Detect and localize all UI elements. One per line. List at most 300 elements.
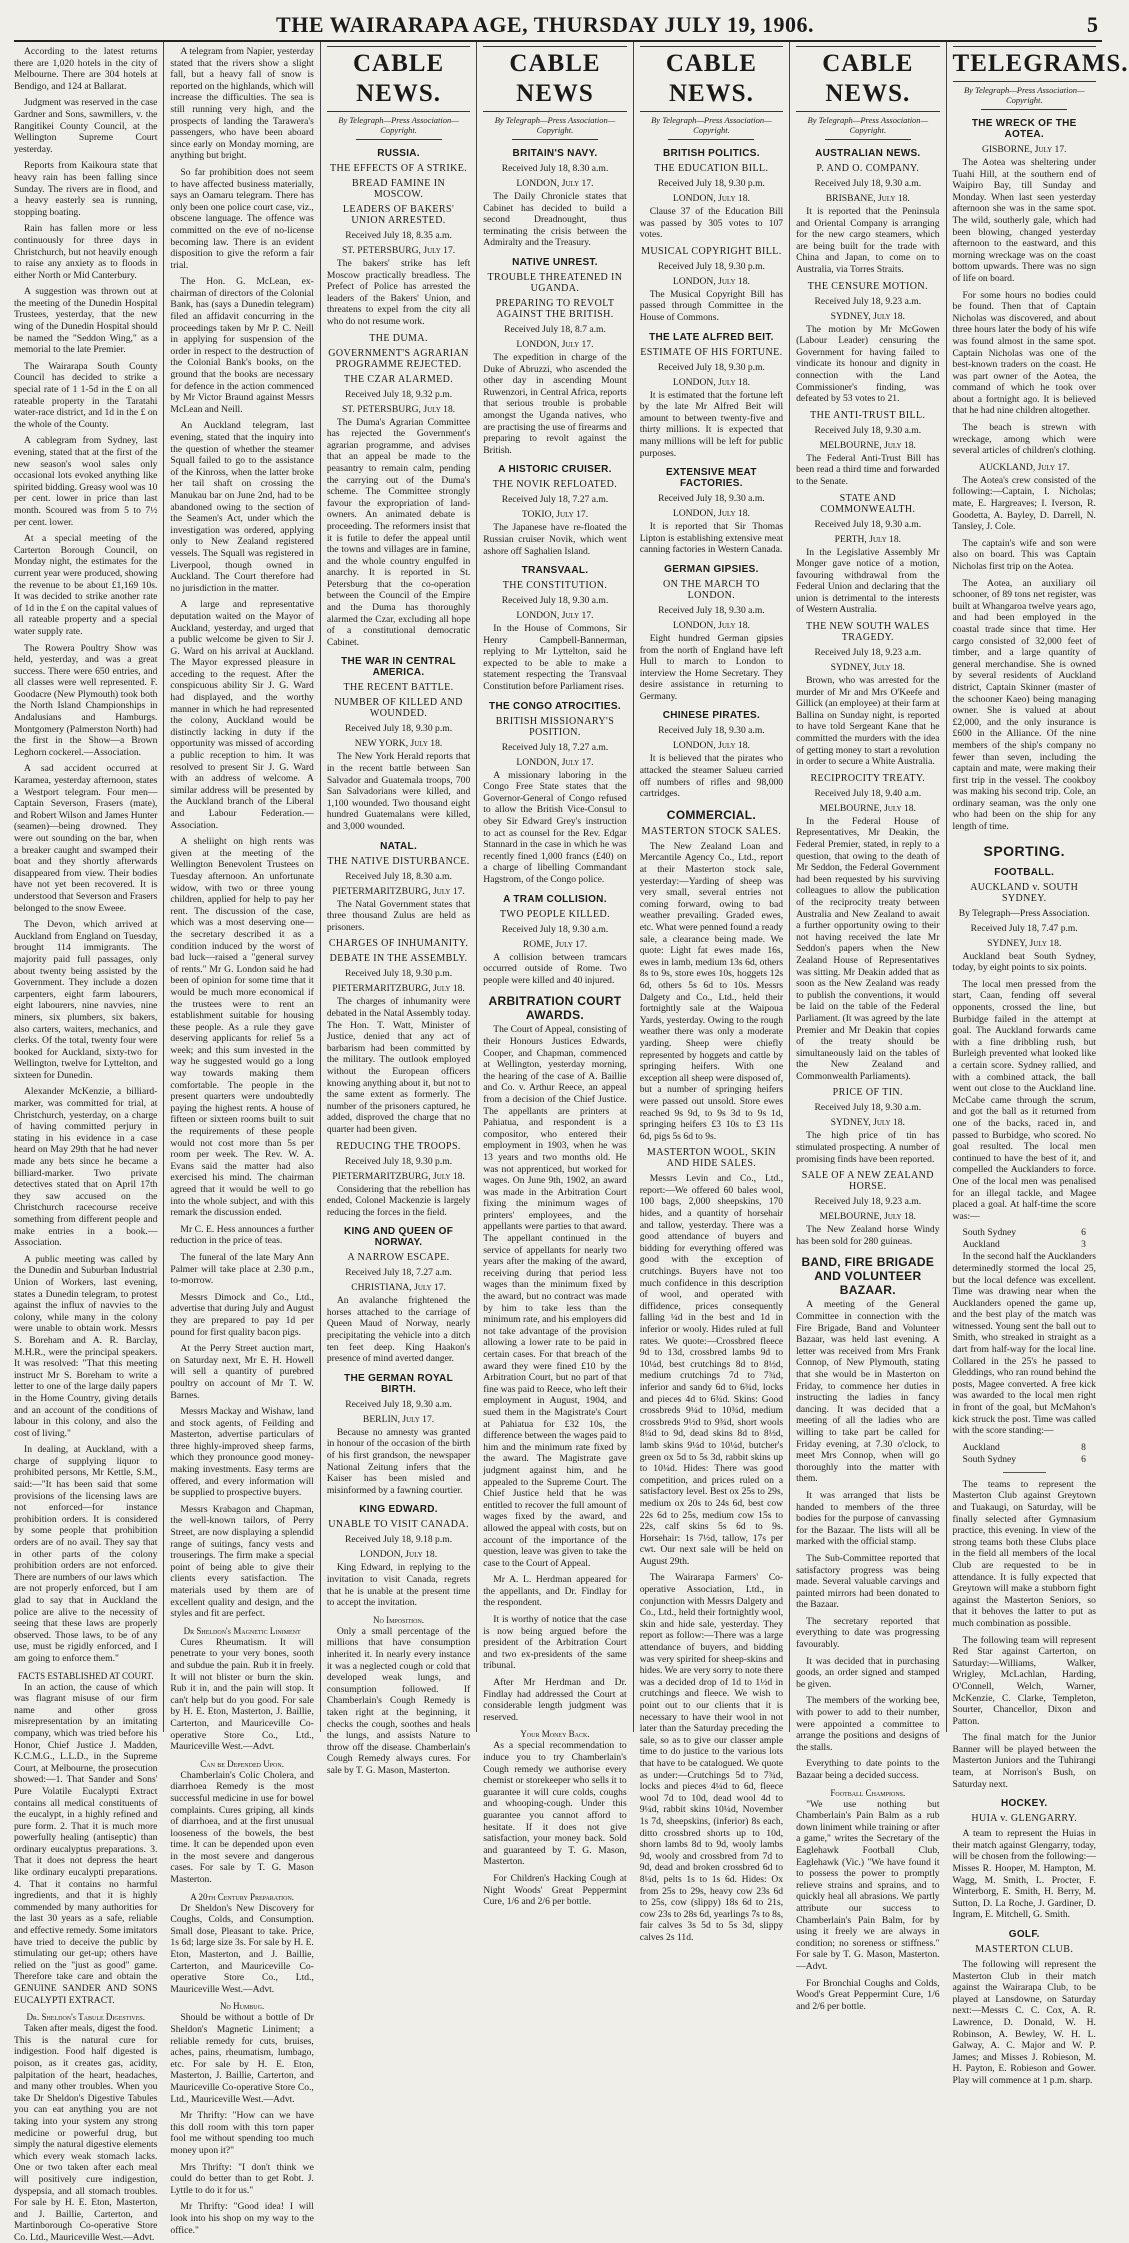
- article-text: In the second half the Aucklanders determinedly stormed the local 25, but the local defence was excellent. Time was drawing near when the Aucklanders opened the game up, and the best play of the match was witnessed. Young sent the ball out to Smith, who streaked in straight as a dart from half-way for the local line. Collared in the 25's he passed to Gleddings, who ran round behind the posts, Magee converted. A free kick was awarded to the local men right in front of the goal, but McMahon's kick struck the post. Time was called with the score standing:—: [952, 1251, 1096, 1437]
- sub-heading: THE DUMA.: [369, 332, 428, 344]
- dateline: MELBOURNE, July 18.: [819, 1211, 916, 1223]
- article-norway: [327, 1226, 470, 1365]
- sub-heading: THE ANTI-TRUST BILL.: [810, 409, 926, 421]
- article-text: After Mr Herdman and Dr. Findlay had addressed the Court at considerable length judgment was reserved.: [483, 1677, 627, 1723]
- news-paragraph: An Auckland telegram, last evening, stated that the inquiry into the question of whether the steamer Squall failed to go to the assistance of the Kinross, when the latter broke her tail shaft on crossing the Manukau bar on June 2nd, had to be abandoned owing to the section of the Seamen's Act, under which the investigation was ordered, applying only to New Zealand registered vessels. The Squall was registered in Liverpool, though owned in Auckland. The Court therefore had no jurisdiction in the matter.: [170, 420, 314, 594]
- received-line: Received July 18, 9.30 a.m.: [814, 178, 922, 189]
- column-header: [796, 46, 939, 140]
- sub-heading: ESTIMATE OF HIS FORTUNE.: [640, 346, 783, 358]
- received-line: Received July 18, 8.30 a.m.: [345, 870, 452, 882]
- article-text: Auckland beat South Sydney, today, by eight points to six points.: [952, 950, 1096, 974]
- news-paragraph: According to the latest returns there are 1,020 hotels in the city of Melbourne. There are 304 hotels at Bendigo, and 124 at Ballarat.: [14, 46, 158, 92]
- received-line: Received July 18, 7.47 p.m.: [970, 922, 1078, 934]
- received-line: Received July 18, 9.30 a.m.: [658, 493, 765, 505]
- news-paragraph: The Devon, which arrived at Auckland from England on Tuesday, brought 114 immigrants. The majority paid full passages, only about twenty being assisted by the Government. They include a dozen carpenters, eight farm labourers, eight labourers, nine navvies, nine miners, six plumbers, six bakers, also carters, waiters, mechanics, and clerks. Of the total, twenty four were booked for Auckland, sixty-two for Wellington, twelve for Lyttelton, and sixteen for Dunedin.: [14, 919, 158, 1081]
- sub-heading: THE NATIVE DISTURBANCE.: [327, 855, 470, 867]
- column-7: [946, 42, 1129, 2086]
- dateline: LONDON, July 18.: [672, 376, 750, 388]
- sub-heading: NUMBER OF KILLED AND WOUNDED.: [334, 697, 463, 720]
- news-paragraph: A sad accident occurred at Karamea, yesterday afternoon, states a Westport telegram. Four men—Captain Severson, Frasers (mate), and Robert Wilson and James Hunter (seamen)—being drowned. They were out sounding on the bar, when a breaker caught and swamped their boat and they shortly afterwards disappeared from view. Their bodies have not yet been recovered. It is understood that Severson and Frasers belonged to the snow Eweee.: [14, 763, 158, 914]
- byline: By Telegraph—Press Association—Copyright.: [807, 115, 929, 135]
- article-text: The charges of inhumanity were debated in the Natal Assembly today. The Hon. T. Watt, Minister of Justice, denied that any act of barbarism had been committed by the military. The outlook employed without the European officers knowing anything about it, but not to the same extent as formerly. The number of the prisoners captured, he added, disproved the charge that no quarter had been given.: [326, 996, 471, 1135]
- received-line: Received July 18, 9.30 p.m.: [657, 361, 765, 373]
- ad-text: Mr Thrifty: "Good idea! I will look into his shop on my way to the office.": [170, 2201, 314, 2236]
- article-text: A team to represent the Huias in their match against Glengarry, today, will be chosen from the following:—Misses R. Hooper, M. Hampton, M. Wagg, M. Smith, L. Procter, F. Winterborg, E. Smith, H. Berry, M. Sutton, D. La Roche, J. Gardiner, D. Ingram, E. Mitchell, G. Smith.: [952, 1828, 1096, 1921]
- article-text: The secretary reported that everything to date was progressing favourably.: [796, 1615, 940, 1651]
- article-heading: KING AND QUEEN OF NORWAY.: [343, 1226, 454, 1249]
- news-paragraph: Alexander McKenzie, a billiard-marker, was committed for trial, at Christchurch, yesterday, on a charge of having committed perjury in stating in his evidence in a case heard on May 29th that he had never made any bets since he became a billiard-marker. Two private detectives stated that on April 17th they saw accused on the Christchurch racecourse receive something from different people and make entries in a book.—Association.: [14, 1086, 158, 1249]
- sub-heading: RECIPROCITY TREATY.: [810, 772, 926, 784]
- article-text: The high price of tin has stimulated prospecting. A number of promising finds have been reported.: [796, 1130, 940, 1165]
- received-line: Received July 18, 9.30 a.m.: [814, 424, 922, 436]
- news-paragraph: Judgment was reserved in the case Gardner and Sons, sawmillers, v. the Rangitikei County Council, at the Wellington Supreme Court yesterday.: [14, 97, 158, 155]
- news-paragraph: A telegram from Napier, yesterday stated that the rivers show a slight fall, but a heavy fall of snow is reported on the highlands, which will increase the difficulties. The sea is still running very high, and the prospects of landing the Tarawera's passengers, who have been aboard since early on Monday morning, are anything but bright.: [170, 46, 314, 162]
- article-text: The captain's wife and son were also on board. This was Captain Nicholas first trip on the Aotea.: [952, 537, 1096, 572]
- article-text: An avalanche frightened the horses attached to the carriage of Queen Maud of Norway, nearly precipitating the vehicle into a ditch ten feet deep. King Haakon's presence of mind averted danger.: [326, 1295, 471, 1365]
- news-paragraph: Messrs Dimock and Co., Ltd., advertise that during July and August they are prepared to pay 1d per pound for first quality bacon pigs.: [170, 1291, 314, 1338]
- article-text: In the Legislative Assembly Mr Monger gave notice of a motion, favouring withdrawal from the Federal Union and declaring that the union is detrimental to the interests of Western Australia.: [796, 546, 940, 616]
- column-1: [14, 42, 163, 2243]
- article-heading: A TRAM COLLISION.: [503, 893, 607, 905]
- news-paragraph: Messrs Mackay and Wishaw, land and stock agents, of Feilding and Masterton, advertise particulars of three highly-improved sheep farms, which they pronounce good money-making investments. Easy terms are offered, and every information will be supplied to prospective buyers.: [170, 1406, 314, 1499]
- article-german-birth: [327, 1373, 470, 1497]
- ad-title: A 20th Century Preparation.: [190, 1891, 295, 1902]
- article-british-politics: [640, 148, 783, 324]
- article-heading: BAND, FIRE BRIGADE AND VOLUNTEER BAZAAR.: [801, 1255, 935, 1298]
- dateline: LONDON, July 18.: [360, 1549, 438, 1561]
- article-text: The Natal Government states that three thousand Zulus are held as prisoners.: [326, 898, 471, 933]
- article-text: The New York Herald reports that in the recent battle between San Salvador and Guatemala troops, 700 San Salvadorians were killed, and 1,100 wounded. Two thousand eight hundred Guatemalans were killed, and 3,000 wounded.: [326, 751, 471, 832]
- received-line: Received July 18, 9.30 p.m.: [344, 1155, 453, 1167]
- ad-text: As a special recommendation to induce you to try Chamberlain's Cough remedy we authorise every chemist or storekeeper who sells it to guarantee it will cure colds, coughs and whooping-cough. Under this guarantee you cannot afford to hesitate. If it does not give satisfaction, your money back. Sold and guaranteed by T. G. Mason, Masterton.: [483, 1740, 627, 1868]
- article-text: It is estimated that the fortune left by the late Mr Alfred Beit will amount to between twenty-five and thirty millions. It is expected that many millions will be left for public purposes.: [639, 389, 784, 459]
- article-bazaar: [796, 1255, 939, 1781]
- article-heading: AUSTRALIAN NEWS.: [815, 148, 921, 159]
- sub-heading: THE NEW SOUTH WALES TRAGEDY.: [806, 621, 930, 644]
- dateline: SYDNEY, July 18.: [830, 1117, 905, 1129]
- news-paragraph: At a special meeting of the Carterton Borough Council, on Monday night, the estimates for the current year were produced, showing the revenue to be about £1,169 10s. It was decided to strike another rate of 1d in the £ on the capital values of all rateable property and a special water supply rate.: [14, 533, 158, 637]
- masthead: [14, 6, 1102, 42]
- received-line: Received July 18, 9.30 p.m.: [344, 723, 453, 735]
- article-text: The Duma's Agrarian Committee has rejected the Government's agrarian programme, and advises that an appeal be made to the peasantry to remain calm, pending the carrying out of the Duma's scheme. The Committee strongly favour the expropriation of land-owners. An animated debate is proceeding. The reformers insist that it is futile to defer the appeal until the towns and villages are in famine, and the whole country engulfed in anarchy. It is reported in St. Petersburg that the co-operation between the Council of the Empire and the Duma has thoroughly alarmed the Czar, excluding all hope of a constitutional democratic Cabinet.: [326, 416, 471, 648]
- received-line: Received July 18, 9.30 a.m.: [658, 725, 765, 737]
- column-header: [640, 46, 783, 140]
- received-line: Received July 18, 7.27 a.m.: [501, 741, 609, 753]
- received-line: Received July 18, 9.32 p.m.: [344, 388, 453, 400]
- column-header: [327, 46, 470, 140]
- article-text: Brown, who was arrested for the murder of Mr and Mrs O'Keefe and Gillick (an employee) at their farm at Ballina on Sunday night, is reported to have told Sergeant Kane that he committed the murders with the idea of getting money to start a revolution in order to secure a White Australia.: [796, 675, 940, 768]
- dateline: PERTH, July 18.: [834, 533, 902, 545]
- article-heading: THE GERMAN ROYAL BIRTH.: [344, 1372, 453, 1395]
- column-header: [483, 46, 626, 140]
- article-heading: THE LATE ALFRED BEIT.: [649, 331, 774, 343]
- article-king-edward: [327, 1504, 470, 1608]
- article-text: The Wairarapa Farmers' Co-operative Association, Ltd., in conjunction with Messrs Dalgety and Co., Ltd., held their fortnightly wool, skin and hide sale, yesterday. They report as follow:—There was a large attendance of buyers, and bidding was very spirited for sheep-skins and hides. We are very sorry to note there was a decided drop of 1d to 1½d in crutchings and fleece. We wish to point out to our clients that it is necessary to have their wool in not later than the Saturday preceding the sale, so as to give our classer ample time to do justice to the various lots that have to be catalogued. We quote as under:—Crutchings 5d to 7¾d, locks and pieces 4¼d to 6d, fleece wool 7d to 10d, dead wool 4d to 9¼d, rabbit skins 10¼d, November 1s 7d, sheepskins, (inferior) 8s each, ditto crossbred shorts up to 10d, shorn lambs 8d to 9d, wooly lambs 9d, wooly and crossbred from 7d to 9d, dead and broken crossbred 6d to 8¼d, pelts 1s to 1s 6d. Hides: Ox from 25s to 29s, heavy cow 23s 6d to 25s, cow (slippy) 18s 6d to 21s, cow 23s to 28s 6d, yearlings 7s to 8s, fair calves 3s 5d to 5s 3d, slippy calves 2s 11d.: [639, 1572, 784, 1943]
- advertisements: [170, 1626, 313, 2236]
- ad-text: Taken after meals, digest the food. This is the natural cure for indigestion. Food half digested is poison, as it creates gas, acidity, palpitation of the heart, headaches, and many other troubles. When you take Dr Sheldon's Digestive Tabules you can eat anything you are not taking into your system any strong medicine or powerful drug, but simply the natural digestive elements which every weak stomach lacks. One or two taken after each meal will positively cure indigestion, dyspepsia, and all stomach troubles. For sale by H. E. Eton, Masterton, and J. Baillie, Carterton, and Martinborough Co-operative Store Co. Ltd., Mauriceville West.—Advt.: [14, 2023, 158, 2243]
- article-text: Because no amnesty was granted in honour of the occasion of the birth of his first grandson, the newspaper National Zeitung infers that the Kaiser has been misled and misinformed by a fawning courtier.: [326, 1426, 471, 1496]
- article-tram: [483, 894, 626, 987]
- received-line: Received July 18, 9.40 a.m.: [814, 787, 922, 799]
- received-line: Received July 18, 9.30 a.m.: [658, 604, 765, 616]
- ad-text: Chamberlain's Colic Cholera, and diarrhoea Remedy is the most successful medicine in use for bowel complaints. Cures griping, all kinds of diarrhoea, and at the first unusual looseness of the bowels, the best time. It can be depended upon even in the most severe and dangerous cases. For sale by T. G. Mason Masterton.: [170, 1769, 314, 1886]
- received-line: Received July 18, 7.27 a.m.: [501, 494, 609, 506]
- column-5: [633, 42, 789, 1943]
- section-sporting: [953, 843, 1096, 2087]
- article-native-unrest: [483, 257, 626, 456]
- team-name: South Sydney: [962, 1227, 1017, 1239]
- team-points: 6: [1081, 1227, 1086, 1239]
- article-arbitration: [483, 994, 626, 1723]
- divider: [825, 139, 911, 140]
- article-text: The Musical Copyright Bill has passed through Committee in the House of Commons.: [639, 288, 784, 323]
- article-text: It was decided that in purchasing goods, an order signed and stamped be given.: [796, 1655, 940, 1690]
- sub-heading: ON THE MARCH TO LONDON.: [662, 578, 760, 601]
- ad-title: Your Money Back.: [520, 1729, 590, 1740]
- ad-title: Dr. Sheldon's Tabule Digestives.: [26, 2012, 145, 2023]
- section-heading: SPORTING.: [983, 842, 1065, 859]
- team-points: 8: [1081, 1441, 1086, 1453]
- received-line: Received July 18, 9.30 p.m.: [344, 968, 453, 980]
- sub-heading: THE CENSURE MOTION.: [807, 280, 928, 292]
- article-congo: [483, 701, 626, 886]
- byline: By Telegraph—Press Association.: [958, 907, 1090, 919]
- divider: [1003, 1472, 1046, 1473]
- ad-text: In an action, the cause of which was flagrant misuse of our firm name and other gross misrepresentation by an imitating company, which was tried before his Honor, Chief Justice J. Madden, K.C.M.G., L.L.D., in the Supreme Court, at Melbourne, the prosecution showed:—1. That Sander and Sons' Pure Volatile Eucalypti Extract contains all medical constituents of the eucalypt, in a highly refined and pure form. 2. That it is much more powerfully healing (antiseptic) than ordinary eucalyptus preparations. 3. That it does not depress the heart like ordinary eucalypti preparations. 4. That it contains no harmful ingredients, and that it is highly commended by many authorities for the last 30 years as a safe, reliable and effective remedy. Some imitators have tried to deceive the public by stimulating our get-up; others have relied on the "just as good" game. Therefore take care and obtain the GENUINE SANDER AND SONS EUCALYPTI EXTRACT.: [14, 1681, 158, 2006]
- received-line: Received July 18, 9.30 p.m.: [657, 260, 765, 272]
- news-paragraph: Rain has fallen more or less continuously for three days in Christchurch, but not heavily enough to raise any anxiety as to floods in either North or Mid Canterbury.: [14, 223, 158, 281]
- article-text: The following will represent the Masterton Club in their match against the Wairarapa Club, to be played at Lansdowne, on Saturday next:—Messrs C. C. Cox, A. R. Lawrence, D. Donald, W. H. Robinson, A. Bewley, W. H. L. Galway, A. C. Major and W. P. James; and Misses J. Robieson, M. H. Payton, E. Robieson and Gower. Play will commence at 1 p.m. sharp.: [952, 1959, 1096, 2086]
- dateline: LONDON, July 18.: [672, 619, 750, 631]
- article-text: The Japanese have re-floated the Russian cruiser Novik, which went ashore off Saghalien Island.: [483, 522, 627, 557]
- dateline: LONDON, July 17.: [516, 756, 594, 768]
- article-pirates: [640, 710, 783, 799]
- sub-heading: TWO PEOPLE KILLED.: [499, 908, 611, 920]
- halftime-score: [953, 1227, 1096, 1251]
- columns: [14, 42, 1129, 2243]
- ad-title: Dr Sheldon's Magnetic Liniment: [183, 1625, 301, 1636]
- article-text: Clause 37 of the Education Bill was passed by 305 votes to 107 votes.: [639, 206, 784, 241]
- news-paragraph: The Rowera Poultry Show was held, yesterday, and was a great success. There were 650 entries, and all classes were well represented. F. Goodacre (New Plymouth) took both the North Island Championships in Andalusians and Hamburgs. Montgomery (Palmerston North) had the first in the Show—a Brown Leghorn cockerel.—Association.: [14, 642, 158, 758]
- article-meat: [640, 467, 783, 556]
- received-line: Received July 18, 9.23 a.m.: [814, 295, 922, 307]
- received-line: Received July 18, 9.30 a.m.: [814, 518, 922, 530]
- ad-text: Cures Rheumatism. It will penetrate to your very bones, sooth and subdue the pain. Rub it in freely. It will not blister or burn the skin. Rub it in, and the pain will stop. It can't help but do you good. For sale by H. E. Eton, Masterton, J. Baillie, Carterton, and Mauriceville Co-operative Store Co., Ltd., Mauriceville West.—Advt.: [170, 1636, 314, 1753]
- article-text: The teams to represent the Masterton Club against Greytown and Tuakaugi, on Saturday, will be finally selected after Gymnasium practice, this evening. In view of the strong teams both these Clubs place in the field all members of the local Club are requested to be in attendance. It is fully expected that Greytown will make a stubborn fight against the Masterton Seniors, so that it behoves the latter to put as much combination as possible.: [952, 1478, 1096, 1629]
- article-text: A meeting of the General Committee in connection with the Fire Brigade, Band and Volunteer Bazaar, was held last evening. A letter was received from Mrs Frank Connop, of New Plymouth, stating that she would be in Masterton on Friday, to commence her duties in instructing the ladies in fancy dancing. It was decided that a meeting of all the ladies who are willing to take part be called for Friday evening, at 7.30 o'clock, to meet Mrs Connop, when will go thoroughly into the matter with them.: [796, 1299, 940, 1485]
- article-beit: [640, 332, 783, 460]
- column-3: [320, 42, 476, 1776]
- dateline: MELBOURNE, July 18.: [819, 439, 916, 451]
- article-text: It is reported that the Peninsula and Oriental Company is arranging for the new cargo steamers, which are being built for the trade with China and Japan, to come on to Australia, via Torres Straits.: [796, 206, 940, 275]
- byline: By Telegraph—Press Association—Copyright.: [963, 85, 1085, 105]
- article-text: In the Federal House of Representatives, Mr Deakin, the Federal Premier, stated, in reply to a question, that owing to the death of Mr Seddon, the Federal Government had been requested by his surviving colleagues to allow the publication of the reciprocity treaty between Australia and New Zealand to await a further opportunity owing to their not having received the late Mr Seddon's papers when the New Zealand House of Representatives was sitting. Mr Deakin added that as soon as the New Zealand was ready to publish the conventions, it would be laid on the table of the Federal Parliament. (It was agreed by the late Premier and Mr Deakin that copies of the treaty should be simultaneously laid on the tables of the New Zealand and Commonwealth Parliaments).: [796, 815, 940, 1082]
- received-line: Received July 18, 8.35 a.m.: [345, 230, 452, 241]
- article-text: The New Zealand horse Windy has been sold for 280 guineas.: [796, 1224, 940, 1247]
- dateline: PIETERMARITZBURG, July 17.: [332, 885, 465, 897]
- article-text: The Federal Anti-Trust Bill has been read a third time and forwarded to the Senate.: [796, 452, 940, 487]
- article-text: A missionary laboring in the Congo Free State states that the Governor-General of Congo refused to allow the British Vice-Consul to obey Sir Edward Grey's instruction to act as counsel for the Rev. Edgar Stannard in the case in which he was recently fined 1,000 francs (£40) on a charge of libelling Commandant Hagstrom, of the Congo police.: [483, 769, 627, 885]
- article-text: The Court of Appeal, consisting of their Honours Justices Edwards, Cooper, and Chapman, commenced at Wellington, yesterday morning, the hearing of the case of A. Baillie and Co. v. Arthur Reece, an appeal from a decision of the Chief Justice. The appellants are printers at Pahiatua, and respondent is a compositor, who entered their employment in 1903, when he was 13 years and two months old. He was not apprenticed, but worked for wages. On June 9th, 1902, an award was made in the Arbitration Court fixing the minimum wages of printers' employees, and the appellants were parties to that award. The appellant continued in the service of appellants for nearly two years after the making of the award, receiving during that period less wages than the minimum fixed by the award, but no contract was made by him to take less than the minimum rate, and his employers did not take advantage of the provision allowing a lower rate to be paid in certain cases. For that breach of the award they were fined £10 by the Arbitration Court, but no part of that fine was paid to Reece, who left their employment in August, 1904, and sued them in the Magistrate's Court at Pahiatua for £32 10s, the difference between the wages paid to him and the minimum rate fixed by the award. The Magistrate gave judgment against him, and he appealed to the Supreme Court. The Chief Justice held that he was entitled to recover the full amount of wages fixed by the award, and allowed the appeal with costs, but on account of the importance of the question, leave was given to take the case to the Court of Appeal.: [483, 1024, 627, 1569]
- sub-heading: A NARROW ESCAPE.: [347, 1252, 450, 1264]
- article-commercial: [640, 808, 783, 1944]
- article-text: It is believed that the pirates who attacked the steamer Salueu carried off numbers of rifles and 98,000 cartridges.: [639, 753, 784, 800]
- received-line: Received July 18, 9.30 a.m.: [501, 923, 609, 935]
- article-text: The Daily Chronicle states that Cabinet has decided to build a second Dreadnought, thus terminating the crisis between the Admiralty and the Treasury.: [483, 191, 627, 249]
- sub-heading: REDUCING THE TROOPS.: [336, 1140, 461, 1152]
- column-header: [952, 46, 1129, 110]
- article-heading: FOOTBALL.: [994, 866, 1055, 878]
- article-text: The final match for the Junior Banner will be played between the Masterton Juniors and the Tuhirangi team, at Norrison's Bush, on Saturday next.: [952, 1732, 1096, 1790]
- article-heading: KING EDWARD.: [359, 1504, 438, 1516]
- column-title: CABLE NEWS.: [327, 46, 470, 112]
- sub-heading: MASTERTON STOCK SALES.: [641, 825, 782, 837]
- dateline: CHRISTIANA, July 17.: [351, 1282, 446, 1294]
- article-text: In the House of Commons, Sir Henry Campbell-Bannerman, replying to Mr Lyttelton, said he expected to be able to make a statement respecting the Transvaal Constitution before Parliament rises.: [483, 623, 627, 693]
- article-heading: THE WAR IN CENTRAL AMERICA.: [341, 656, 456, 679]
- advertisement-eucalypti: [14, 1671, 157, 2243]
- local-news: [14, 46, 157, 1665]
- ad-text: "We use nothing but Chamberlain's Pain Balm as a rub down liniment while training or after a game," writes the Secretary of the Eaglehawk Football Club, Eaglehawk (Vic.) "We have found it to possess the power to promptly relieve strains and sprains, and to quickly heal all abrasions. We partly attribute our success to Chamberlain's Pain Balm, for by using it freely we are always in condition; no soreness or stiffness." For sale by T. G. Mason, Masterton.—Advt.: [796, 1798, 940, 1972]
- received-line: Received July 18, 7.27 a.m.: [345, 1267, 452, 1279]
- score-row: [963, 1227, 1086, 1239]
- article-text: The local men pressed from the start, Caan, fending off several opponents, crossed the line, but Burbidge failed in the attempt at goal. The Auckland forwards came with a fine dribbling rush, but Burleigh prevented what looked like a certain score. Sydney rallied, and with a combined attack, the ball went out close to the Auckland line. McCabe came through the scrum, and got the ball as it returned from one of the backs, raced in, and passed to Burbidge, who scored. No goal resulted. The local men continued to have the best of it, and compelled the Aucklanders to force. One of the local men was penalised for an illegal tackle, and Magee placed a goal. At half-time the score was:—: [952, 978, 1096, 1222]
- sub-heading: MUSICAL COPYRIGHT BILL.: [641, 245, 782, 257]
- dateline: BRISBANE, July 18.: [825, 193, 910, 204]
- advertisement: [796, 1788, 939, 2013]
- column-2: [163, 42, 319, 2236]
- final-score: [953, 1442, 1096, 1466]
- news-paragraph: Messrs Krabagon and Chapman, the well-known tailors, of Perry Street, are now displaying a splendid range of suitings, fancy vests and trouserings. The firm make a special point of being able to give their clients every satisfaction. The materials used by them are of excellent quality and design, and the styles and fit are perfect.: [170, 1503, 314, 1620]
- column-title: TELEGRAMS.: [953, 46, 1096, 82]
- sub-heading: THE NOVIK REFLOATED.: [492, 479, 618, 491]
- article-heading: BRITISH POLITICS.: [663, 148, 760, 159]
- article-text: The expedition in charge of the Duke of Abruzzi, who ascended the other day in ascending Mount Ruwenzori, in Central Africa, reports that serious trouble is probable amongst the Uganda natives, who are practising the use of firearms and preparing to revolt against the British.: [483, 351, 627, 456]
- sub-heading: DEBATE IN THE ASSEMBLY.: [329, 953, 468, 965]
- sub-heading: SALE OF A NEW ZEALAND HORSE.: [801, 1170, 934, 1193]
- received-line: Received July 18, 9.30 p.m.: [657, 178, 765, 189]
- received-line: Received July 18, 9.18 p.m.: [344, 1534, 453, 1546]
- dateline: TOKIO, July 17.: [521, 509, 589, 521]
- sub-heading: MASTERTON WOOL, SKIN AND HIDE SALES.: [646, 1147, 776, 1170]
- sub-heading: HUIA v. GLENGARRY.: [971, 1813, 1078, 1825]
- team-name: South Sydney: [962, 1453, 1017, 1465]
- ad-text: Only a small percentage of the millions that have consumption inherited it. In nearly every instance it was a neglected cough or cold that developed weak lungs, and consumption followed. If Chamberlain's Cough Remedy is taken right at the beginning, it checks the cough, soothes and heals the lungs, and assists Nature to throw off the disease. Chamberlain's Cough Remedy always cures. For sale by T. G. Mason, Masterton.: [326, 1625, 471, 1776]
- sub-heading: THE CONSTITUTION.: [502, 580, 608, 592]
- article-text: The Aotea's crew consisted of the following:—Captain, I. Nicholas; mate, E. Hargreaves; I. Iverson, R. Goodetta, A. Bayley, D. Darrell, N. Tansley, J. Cole.: [952, 474, 1096, 533]
- article-text: Messrs Levin and Co., Ltd., report:—We offered 60 bales wool, 100 bags, 2,000 sheepskins, 170 hides, and a quantity of horsehair and tallow, yesterday. There was a good attendance of buyers and bidding for everything offered was good with the exception of crutchings. Buyers have not too much confidence in this description of wool, and operated with diffidence, prices consequently falling ¼d in the best and 1d in inferior or wooly. Hides ruled at full rates. We quote:—Crossbred fleece 9d to 13d, crossbred lambs 9d to 10¼d, best crutchings 8d to 8½d, medium crutchings 7d to 7¾d, inferior and sandy 6d to 6¾d, locks and pieces 4d to 6¾d. Skins: Good crossbreds 9¼d to 10¾d, medium crossbreds 9½d to 9¾d, short wools 8¼d to 9d, dead skins 8d to 8½d, lamb skins 9¼d to 10¼d, butcher's green ox 5d to 5s 3d, rabbit skins up to 10¼d. Hides: There was good competition, and prices ruled on a satisfactory level. Best ox 25s to 29s, medium ox 20s to 24s 6d, best cow 22s 6d to 25s, medium cow 15s to 22s, calf skins 5s 6d to 9s. Horsehair: 1s 7½d, tallow, 17s per cwt. Our next sale will be held on August 29th.: [639, 1173, 784, 1567]
- sub-heading: THE CZAR ALARMED.: [343, 373, 454, 385]
- sub-heading: UNABLE TO VISIT CANADA.: [328, 1519, 469, 1531]
- article-text: A collision between tramcars occurred outside of Rome. Two people were killed and 40 injured.: [483, 951, 627, 986]
- article-text: It is reported that Sir Thomas Lipton is establishing extensive meat canning factories in Western Canada.: [639, 521, 784, 556]
- dateline: ST. PETERSBURG, July 18.: [341, 403, 456, 415]
- page-number: 5: [1087, 12, 1098, 37]
- dateline: BERLIN, July 17.: [362, 1413, 435, 1425]
- news-paragraph: A public meeting was called by the Dunedin and Suburban Industrial Union of Workers, last evening, states a Dunedin telegram, to protest against the influx of navvies to the colony, while many in the colony were unable to obtain work. Messrs S. Boreham and A. R. Barclay, M.H.R., were the principal speakers. It was resolved: "That this meeting instruct Mr S. Boreham to write a letter to one of the large daily papers in the Home Country, giving details and an account of the conditions of labour in this colony, and also the cost of living.": [14, 1253, 158, 1439]
- ad-title: Football Champions.: [830, 1787, 906, 1798]
- article-text: The members of the working bee, with power to add to their number, were appointed a committee to arrange the positions and designs of the stalls.: [796, 1695, 940, 1753]
- article-heading: NATIVE UNREST.: [512, 256, 598, 268]
- dateline: PIETERMARITZBURG, July 18.: [332, 983, 465, 995]
- article-text: It was arranged that lists be handed to members of the three bodies for the purpose of canvassing for the Bazaar. The lists will all be marked with the official stamp.: [796, 1489, 940, 1548]
- divider: [981, 109, 1067, 110]
- team-name: Auckland: [962, 1239, 1000, 1251]
- sub-heading: THE RECENT BATTLE.: [343, 682, 454, 694]
- divider: [512, 139, 598, 140]
- column-title: CABLE NEWS: [483, 46, 626, 112]
- news-paragraph: Reports from Kaikoura state that heavy rain has been falling since Sunday. The rivers are in flood, and a heavy easterly sea is running, stopping boating.: [14, 160, 158, 218]
- article-text: The Sub-Committee reported that satisfactory progress was being made. Several valuable carvings and painted mirrors had been donated to the Bazaar.: [796, 1552, 940, 1611]
- article-heading: THE WRECK OF THE AOTEA.: [971, 118, 1077, 140]
- article-text: The bakers' strike has left Moscow practically breadless. The Prefect of Police has arrested the leaders of the Bakers' Union, and threatens to expel from the city all who do not resume work.: [326, 258, 471, 327]
- ad-text: For Bronchial Coughs and Colds, Wood's Great Peppermint Cure, 1/6 and 2/6 per bottle.: [796, 1977, 940, 2012]
- dateline: AUCKLAND, July 17.: [979, 461, 1070, 473]
- article-heading: THE CONGO ATROCITIES.: [489, 700, 621, 712]
- dateline: LONDON, July 18.: [672, 508, 750, 520]
- article-heading: RUSSIA.: [377, 148, 420, 159]
- article-text: The New Zealand Loan and Mercantile Agency Co., Ltd., report at their Masterton stock sale, yesterday:—Yarding of sheep was very small, several entries not coming forward, owing to bad weather prevailing. Graded ewes, etc. What were penned found a ready sale, a clearance being made. We quote: Light fat ewes made 16s, ewes in lamb, medium 13s 6d, others 8s to 9s, store ewes 10s, hoggets 12s 6d, others 5s 6d to 10s. Messrs Dalgety and Co., Ltd., held their fortnightly sale at the Waipoua Yards, yesterday. Owing to the rough weather there was only a moderate yarding. Sheep were chiefly represented by hoggets and cattle by springing heifers. With one exception all sheep were disposed of, but a number of springing heifers were passed out unsold. Store ewes reached 9s 9d, to 9s 3d to 9s 1d, springing heifers £3 10s to £3 11s 6d, pigs 5s 6d to 9s.: [639, 840, 784, 1142]
- divider: [356, 139, 442, 140]
- sub-heading: BRITISH MISSIONARY'S POSITION.: [495, 715, 615, 738]
- article-gipsies: [640, 564, 783, 703]
- team-points: 3: [1081, 1239, 1086, 1251]
- column-4: [476, 42, 632, 1908]
- advertisement: [483, 1729, 626, 1907]
- column-6: [789, 42, 945, 2012]
- article-text: Mr A. L. Herdman appeared for the appellants, and Dr. Findlay for the respondent.: [483, 1574, 627, 1609]
- sub-heading: LEADERS OF BAKERS' UNION ARRESTED.: [342, 204, 455, 226]
- article-text: It is worthy of notice that the case is now being argued before the president of the Arbitration Court and two ex-presidents of the same tribunal.: [483, 1614, 627, 1672]
- column-title: CABLE NEWS.: [796, 46, 939, 112]
- ad-text: Dr Sheldon's New Discovery for Coughs, Colds, and Consumption. Small dose, Pleasant to take. Price, 1s 6d; large size 3s. For sale by H. E. Eton, Masterton, and J. Baillie, Carterton, and Mauriceville Co-operative Store Co., Ltd., Mauriceville West.—Advt.: [170, 1902, 314, 1995]
- divider: [668, 139, 754, 140]
- news-paragraph: The Wairarapa South County Council has decided to strike a special rate of 1 1-5d in the £ on all rateable property in the Taratahi water-race district, and 1d in the £ on the whole of the County.: [14, 360, 158, 430]
- article-russia: [327, 148, 470, 648]
- dateline: GISBORNE, July 17.: [981, 144, 1067, 155]
- news-paragraph: A suggestion was thrown out at the meeting of the Dunedin Hospital Trustees, yesterday, that the new wing of the Dunedin Hospital should be named the "Seddon Wing," as a memorial to the late Premier.: [14, 286, 158, 356]
- dateline: MELBOURNE, July 18.: [819, 802, 916, 814]
- received-line: Received July 18, 9.30 a.m.: [501, 595, 609, 607]
- article-text: The Aotea, an auxiliary oil schooner, of 89 tons net register, was built at Whangaroa twelve years ago, and had been employed in the coastal trade since that time. Her cargo consisted of 32,000 feet of timber, and a large quantity of general merchandise. She is owned by several residents of Auckland district, Captain Skinner (master of the schooner Kaeo) being managing owner. She is valued at about £2,000, and the only insurance is £600 in the Alliance. Of the nine members of the ship's company no fewer than seven, including the captain and mate, were making their first trip in the vessel. The cookboy was making his second trip. Cole, an ordinary seaman, was the only one who had been on the ship for any length of time.: [952, 577, 1096, 833]
- dateline: PIETERMARITZBURG, July 18.: [332, 1170, 465, 1182]
- sub-heading: GOVERNMENT'S AGRARIAN PROGRAMME REJECTED.: [328, 347, 469, 370]
- score-row: [963, 1454, 1086, 1466]
- sub-heading: P. AND O. COMPANY.: [816, 163, 920, 174]
- dateline: SYDNEY, July 18.: [830, 310, 905, 322]
- sub-heading: STATE AND COMMONWEALTH.: [820, 492, 916, 515]
- news-paragraph: A cablegram from Sydney, last evening, stated that at the first of the new season's wool sales only occasional lots evoked anything like spirited bidding. Greasy wool was 10 per cent. lower in price than last month. Scoured was from 5 to 7½ per cent. lower.: [14, 435, 158, 528]
- sub-heading: PREPARING TO REVOLT AGAINST THE BRITISH.: [495, 297, 615, 320]
- article-australian-news: [796, 148, 939, 1247]
- sub-heading: THE EFFECTS OF A STRIKE.: [329, 163, 468, 174]
- article-text: Eight hundred German gipsies from the north of England have left Hull to march to London to interview the Home Secretary. They desire assistance in returning to Germany.: [639, 632, 784, 702]
- dateline: LONDON, July 18.: [672, 275, 750, 287]
- ad-title: FACTS ESTABLISHED AT COURT.: [17, 1670, 154, 1681]
- article-text: The beach is strewn with wreckage, among which were several articles of children's clothing.: [952, 422, 1096, 457]
- article-central-america: [327, 656, 470, 832]
- team-points: 6: [1081, 1453, 1086, 1465]
- sub-heading: PRICE OF TIN.: [832, 1087, 903, 1099]
- news-paragraph: The Hon. G. McLean, ex-chairman of directors of the Colonial Bank, has (says a Dunedin telegram) filed an affidavit concurring in the proceedings taken by Mr P. C. Neill in applying for suspension of the order in respect to the destruction of the Colonial Bank's books, on the ground that the books are necessary for defence in the action commenced by Mr Victor Braund against Messrs McLean and Neill.: [170, 276, 314, 415]
- received-line: Received July 18, 9.23 a.m.: [814, 1196, 922, 1208]
- sub-heading: AUCKLAND v. SOUTH SYDNEY.: [970, 881, 1079, 904]
- ad-title: No Humbug.: [220, 2001, 265, 2012]
- received-line: Received July 18, 9.23 a.m.: [814, 647, 922, 659]
- article-heading: BRITAIN'S NAVY.: [512, 148, 598, 159]
- article-text: For some hours no bodies could be found. Then that of Captain Nicholas was discovered, and about three hours later the body of his wife was found almost in the same spot. Captain Nicholas was one of the best-known traders on the coast. He was part owner of the Aotea, the command of which he took over about a fortnight ago. It is believed that he had nine children altogether.: [952, 289, 1096, 417]
- news-paragraph: A large and representative deputation waited on the Mayor of Auckland, yesterday, and urged that a public welcome be given to Sir J. G. Ward on his arrival at Auckland. The Mayor expressed pleasure in acceding to the request. After the conspicuous ability Sir J. G. Ward had displayed, and the worthy manner in which he had represented the colony, Auckland would be distinctly lacking in duty if the opportunity was missed of according a public reception to him. It was resolved to present Sir J. G. Ward with an address of welcome. A similar address will be presented by the Auckland branch of the Liberal and Labour Federation.—Association.: [170, 599, 314, 831]
- article-heading: A HISTORIC CRUISER.: [498, 464, 612, 476]
- received-line: Received July 18, 9.30 a.m.: [814, 1102, 922, 1114]
- column-title: CABLE NEWS.: [640, 46, 783, 112]
- article-text: The motion by Mr McGowen (Labour Leader) censuring the Government for having failed to vindicate its honour and dignity in connection with the Land Commissioner's finding, was defeated by 53 votes to 21.: [796, 323, 940, 405]
- dateline: LONDON, July 17.: [516, 610, 594, 622]
- article-navy: [483, 148, 626, 249]
- dateline: ST. PETERSBURG, July 17.: [341, 245, 456, 256]
- article-text: Considering that the rebellion has ended, Colonel Mackenzie is largely reducing the forces in the field.: [326, 1183, 471, 1218]
- sub-heading: BREAD FAMINE IN MOSCOW.: [352, 178, 446, 200]
- article-transvaal: [483, 565, 626, 693]
- article-heading: TRANSVAAL.: [521, 565, 589, 577]
- ad-text: Mr Thrifty: "How can we have this doll room with this torn paper fool me without spending too much money upon it?": [170, 2110, 314, 2156]
- article-text: The following team will represent Red Star against Carterton, on Saturday:—Williams, Walker, Wrigley, McLachlan, Harding, O'Connell, Welch, Warner, McKenzie, C. Clarke, Templeton, Sourter, Chancellor, Dixon and Patton.: [952, 1634, 1096, 1727]
- sub-heading: MASTERTON CLUB.: [975, 1944, 1074, 1955]
- ad-title: Can be Depended Upon.: [200, 1758, 284, 1769]
- article-heading: GERMAN GIPSIES.: [664, 563, 759, 575]
- byline: By Telegraph—Press Association—Copyright.: [338, 115, 459, 135]
- article-cruiser: [483, 464, 626, 557]
- news-paragraph: At the Perry Street auction mart, on Saturday next, Mr E. H. Howell will sell a quantity of purebred poultry on account of Mr T. W. Barnes.: [170, 1343, 314, 1401]
- received-line: Received July 18, 9.30 a.m.: [345, 1398, 452, 1410]
- score-row: [963, 1239, 1086, 1251]
- sub-heading: CHARGES OF INHUMANITY.: [328, 938, 469, 950]
- sub-heading: THE EDUCATION BILL.: [654, 163, 769, 174]
- article-heading: NATAL.: [380, 840, 418, 852]
- advertisement: [327, 1615, 470, 1777]
- byline: By Telegraph—Press Association—Copyright.: [494, 115, 616, 135]
- received-line: Received July 18, 8.7 a.m.: [504, 323, 606, 335]
- article-text: Everything to date points to the Bazaar being a decided success.: [796, 1758, 940, 1781]
- sub-heading: TROUBLE THREATENED IN UGANDA.: [487, 271, 623, 294]
- article-heading: EXTENSIVE MEAT FACTORIES.: [666, 467, 757, 490]
- article-heading: GOLF.: [1008, 1929, 1040, 1940]
- masthead-title: THE WAIRARAPA AGE, THURSDAY JULY 19, 1906.: [276, 12, 814, 37]
- article-text: King Edward, in replying to the invitation to visit Canada, regrets that he is unable at the present time to accept the invitation.: [326, 1562, 471, 1609]
- news-paragraph: The funeral of the late Mary Ann Palmer will take place at 2.30 p.m., to-morrow.: [170, 1251, 314, 1287]
- article-heading: CHINESE PIRATES.: [662, 710, 761, 722]
- received-line: Received July 18, 8.30 a.m.: [501, 163, 609, 174]
- article-aotea-wreck: [953, 118, 1096, 833]
- dateline: ROME, July 17.: [522, 938, 588, 950]
- news-paragraph: A sheliight on high rents was given at the meeting of the Wellington Benevolent Trustees on Tuesday afternoon. An unfortunate widow, with two or three young children, applied for help to pay her rent. The discussion of the case, which was a most deserving one—the secretary described it as a condition induced by the worst of bad luck—raised a "general survey of rents." Mr G. London said he had been of opinion for some time that it would be much more economical if the trustees were to rent an establishment suitable for housing these people. As a rule they gave deserving applicants for relief 5s a week; and this sum invested in the way he suggested would go a long way towards making them comfortable. The people in the present quarters were undoubtedly paying the highest rents. A house of fifteen or sixteen rooms built to suit the requirements of these people would not cost more than 5s per room per week. The Rev. W. A. Evans said the matter had also exercised his mind. The chairman agreed that it would be well to go into the whole subject, and with this remark the discussion ended.: [170, 836, 314, 1219]
- article-text: The Aotea was sheltering under Tuahi Hill, at the southern end of Waipiro Bay, till Sunday and Monday. When last seen yesterday afternoon she was in the same spot. The wild, southerly gale, which had been blowing, changed yesterday afternoon to the eastward, and this morning wreckage was on the coast bottom upwards. There was no sign of life on board.: [952, 157, 1096, 284]
- byline: By Telegraph—Press Association—Copyright.: [651, 115, 772, 135]
- dateline: NEW YORK, July 18.: [354, 738, 443, 750]
- dateline: LONDON, July 17.: [516, 178, 594, 189]
- dateline: SYDNEY, July 18.: [987, 937, 1062, 949]
- score-row: [963, 1442, 1086, 1454]
- team-name: Auckland: [962, 1441, 1000, 1453]
- article-heading: HOCKEY.: [1000, 1798, 1048, 1810]
- ad-text: Mrs Thrifty: "I don't think we could do better than to get Robt. J. Lyttle to do it for us.": [170, 2161, 314, 2196]
- dateline: LONDON, July 18.: [672, 740, 750, 752]
- news-paragraph: Mr C. E. Hess announces a further reduction in the price of teas.: [170, 1223, 314, 1247]
- article-heading: COMMERCIAL.: [666, 807, 757, 822]
- ad-title: No Imposition.: [373, 1614, 425, 1625]
- dateline: LONDON, July 17.: [516, 338, 594, 350]
- news-paragraph: In dealing, at Auckland, with a charge of supplying liquor to prohibited persons, Mr Kettle, S.M., said:—"It has been said that some provisions of the licensing laws are not enforced—for instance prohibition orders. It is considered by some people that prohibition orders are of no avail. They say that in other parts of the colony prohibition orders are not enforced. There are numbers of our laws which are not properly enforced, but I am glad to say that in Auckland the police are alive to the necessity of seeing that these laws are properly observed. Those laws, to be of any use, must be rigidly enforced, and I am going to enforce them.": [14, 1444, 158, 1664]
